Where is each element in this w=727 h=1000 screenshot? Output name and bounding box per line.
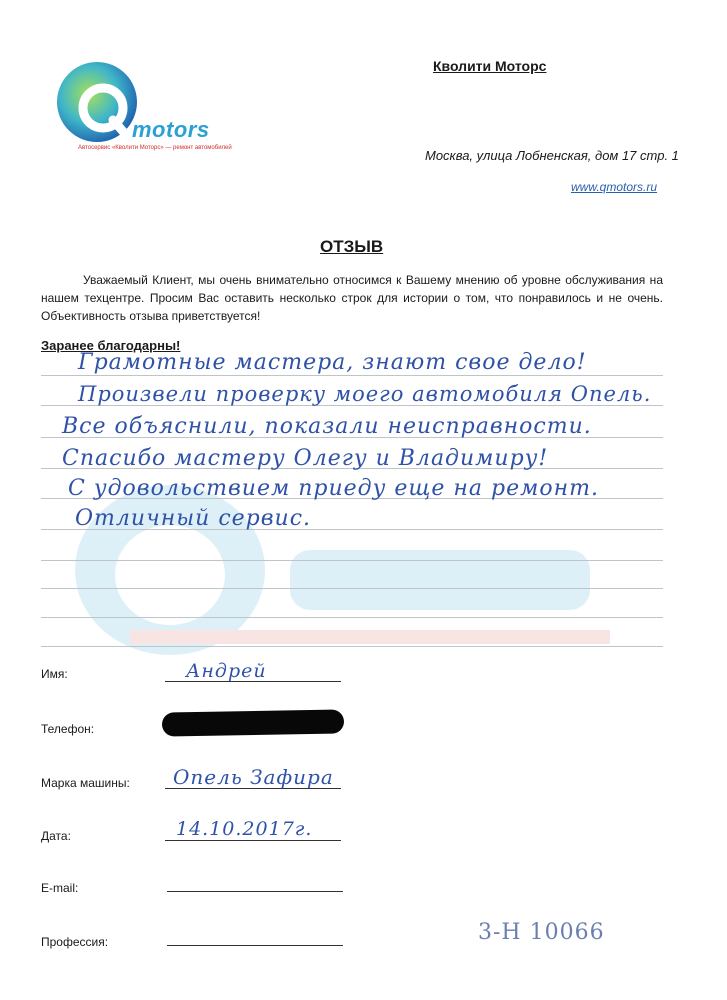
thanks-text: Заранее благодарны! [41, 338, 181, 353]
review-line: Произвели проверку моего автомобиля Опель. [78, 382, 652, 406]
company-address: Москва, улица Лобненская, дом 17 стр. 1 [425, 148, 679, 163]
name-label: Имя: [41, 667, 68, 681]
reference-number: 3-Н 10066 [478, 920, 605, 945]
qmotors-logo [55, 58, 240, 158]
profession-label: Профессия: [41, 935, 109, 949]
logo-wordmark: motors [132, 117, 210, 142]
car-line [165, 788, 341, 789]
ruled-line [41, 646, 663, 647]
ruled-line [41, 375, 663, 376]
redacted-phone-value [162, 709, 344, 736]
profession-line [167, 945, 343, 946]
ruled-line [41, 588, 663, 589]
name-line [165, 681, 341, 682]
review-line: С удовольствием приеду еще на ремонт. [68, 476, 599, 501]
company-website-link[interactable]: www.qmotors.ru [571, 180, 658, 194]
car-value: Опель Зафира [173, 765, 334, 789]
logo-tagline: Автосервис «Кволити Моторс» — ремонт автомобилей [78, 145, 232, 151]
email-label: E-mail: [41, 881, 79, 895]
intro-text [41, 271, 663, 325]
date-label: Дата: [41, 829, 71, 843]
date-line [165, 840, 341, 841]
phone-label: Телефон: [41, 722, 95, 736]
review-line: Отличный сервис. [75, 506, 312, 531]
review-line: Все объяснили, показали неисправности. [62, 414, 592, 439]
review-line: Спасибо мастеру Олегу и Владимиру! [62, 446, 549, 471]
ruled-line [41, 617, 663, 618]
form-heading: ОТЗЫВ [320, 237, 384, 256]
email-line [167, 891, 343, 892]
car-label: Марка машины: [41, 776, 130, 790]
ruled-line [41, 560, 663, 561]
date-value: 14.10.2017г. [176, 818, 313, 840]
name-value: Андрей [186, 660, 267, 682]
intro-paragraph: Уважаемый Клиент, мы очень внимательно относимся к Вашему мнению об уровне обслуживания на нашем техцентре. Просим Вас оставить несколько строк для истории о том, что понравилось и не очень. Объективность отзыва приветствуется! [41, 273, 663, 323]
review-line: Грамотные мастера, знают свое дело! [78, 350, 587, 375]
company-name: Кволити Моторс [433, 58, 547, 74]
